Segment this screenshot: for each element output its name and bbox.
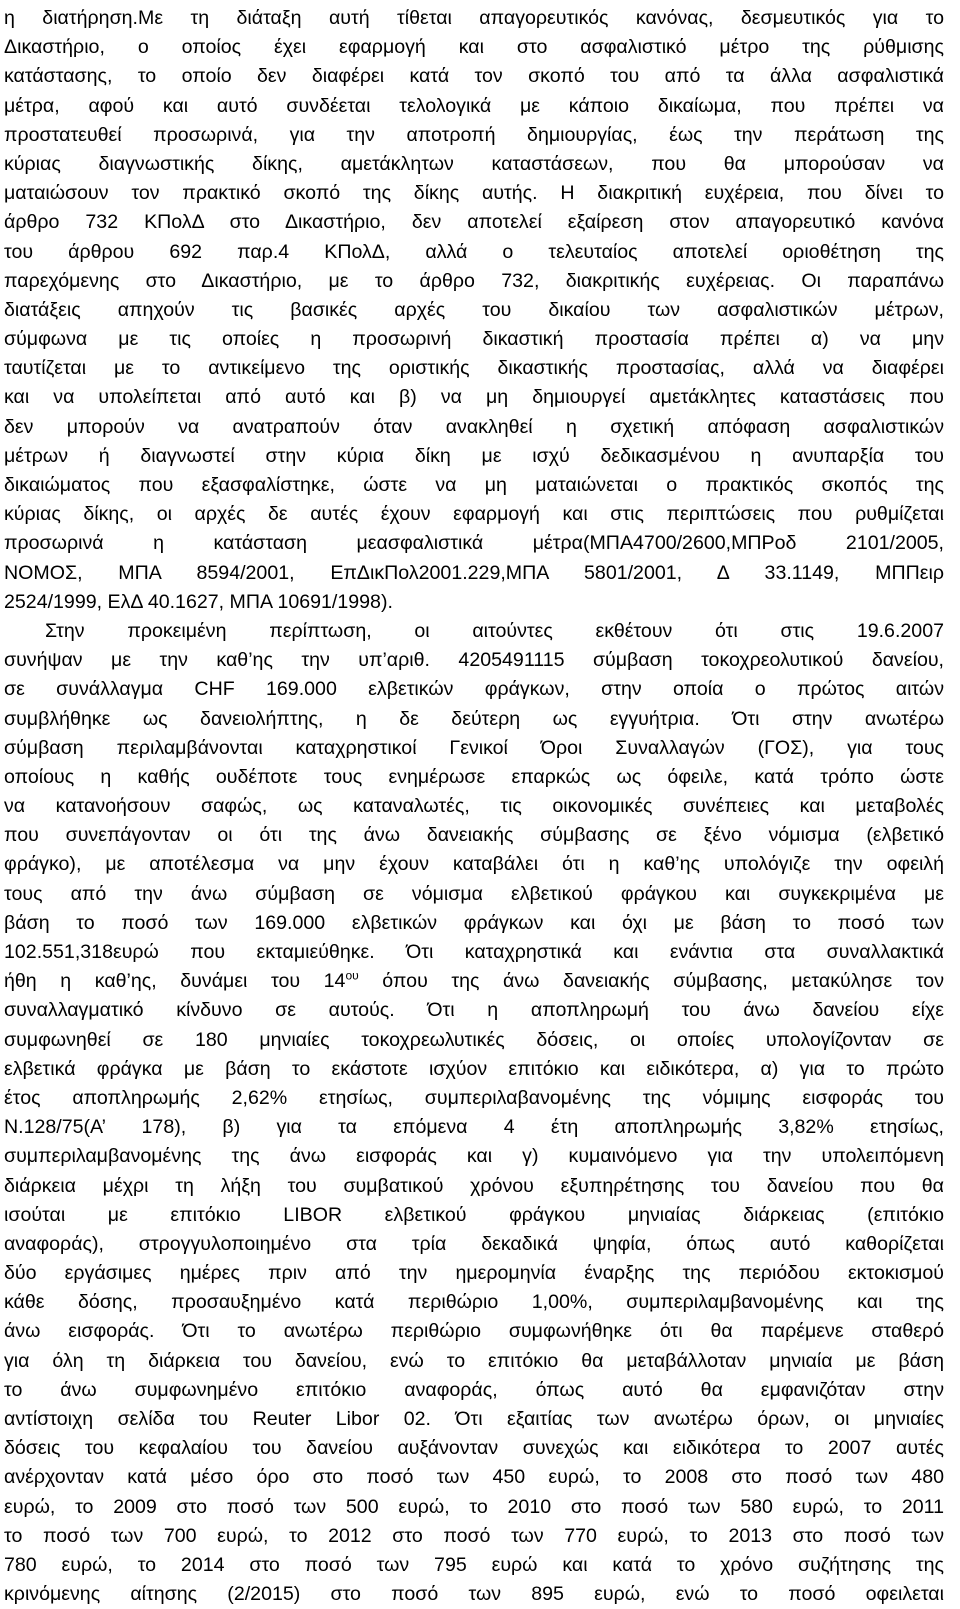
document-line: Στην προκειμένη περίπτωση, οι αιτούντες εκθέτουν ότι στις 19.6.2007 xyxy=(45,619,944,642)
document-line: φράγκο), με αποτέλεσμα να μην έχουν καταβάλει ότι η καθ’ης υπολόγιζε την οφειλή xyxy=(4,853,944,876)
document-line: ΝΟΜΟΣ, ΜΠΑ 8594/2001, ΕπΔικΠολ2001.229,ΜΠΑ 5801/2001, Δ 33.1149, ΜΠΠειρ xyxy=(4,561,944,584)
document-line: άρθρο 732 ΚΠολΔ στο Δικαστήριο, δεν αποτελεί εξαίρεση στον απαγορευτικό κανόνα xyxy=(4,211,944,234)
document-line: παρεχόμενης στο Δικαστήριο, με το άρθρο 732, διακριτικής ευχέρειας. Οι παραπάνω xyxy=(4,269,944,292)
document-line: ανέρχονταν κατά μέσο όρο στο ποσό των 450 ευρώ, το 2008 στο ποσό των 480 xyxy=(4,1466,944,1489)
document-line: διατάξεις απηχούν τις βασικές αρχές του δικαίου των ασφαλιστικών μέτρων, xyxy=(4,298,944,321)
document-line: προσωρινά η κατάσταση μεασφαλιστικά μέτρα(ΜΠΑ4700/2600,ΜΠΡοδ 2101/2005, xyxy=(4,532,944,555)
document-line: και να υπολείπεται από αυτό και β) να μη δημιουργεί αμετάκλητες καταστάσεις που xyxy=(4,386,944,409)
document-line: δεν μπορούν να ανατραπούν όταν ανακληθεί η σχετική απόφαση ασφαλιστικών xyxy=(4,415,944,438)
document-line: σύμβαση περιλαμβάνονται καταχρηστικοί Γενικοί Όροι Συναλλαγών (ΓΟΣ), για τους xyxy=(4,736,944,759)
document-line: έτος αποπληρωμής 2,62% ετησίως, συμπεριλαβανομένης της νόμιμης εισφοράς του xyxy=(4,1086,944,1109)
document-line: ελβετικά φράγκα με βάση το εκάστοτε ισχύον επιτόκιο και ειδικότερα, α) για το πρώτο xyxy=(4,1057,944,1080)
document-line: τους από την άνω σύμβαση σε νόμισμα ελβετικού φράγκου και συγκεκριμένα με xyxy=(4,882,944,905)
document-line: κάθε δόσης, προσαυξημένο κατά περιθώριο 1,00%, συμπεριλαμβανομένης και της xyxy=(4,1291,944,1314)
document-line: ματαιώσουν τον πρακτικό σκοπό της δίκης αυτής. Η διακριτική ευχέρεια, που δίνει το xyxy=(4,182,944,205)
document-line: Ν.128/75(Α’ 178), β) για τα επόμενα 4 έτη αποπληρωμής 3,82% ετησίως, xyxy=(4,1116,944,1139)
superscript: ου xyxy=(345,968,359,983)
document-line: ισούται με επιτόκιο LIBOR ελβετικού φράγκου μηνιαίας διάρκειας (επιτόκιο xyxy=(4,1203,944,1226)
document-line: συμφωνηθεί σε 180 μηνιαίες τοκοχρεωλυτικές δόσεις, οι οποίες υπολογίζονταν σε xyxy=(4,1028,944,1051)
document-line: Δικαστήριο, ο οποίος έχει εφαρμογή και στο ασφαλιστικό μέτρο της ρύθμισης xyxy=(4,36,944,59)
document-line xyxy=(4,967,944,996)
document-line: δικαιώματος που εξασφαλίστηκε, ώστε να μη ματαιώνεται ο πρακτικός σκοπός της xyxy=(4,474,944,496)
document-line: που συνεπάγονταν οι ότι της άνω δανειακής σύμβασης σε ξένο νόμισμα (ελβετικό xyxy=(4,824,944,847)
document-line: ευρώ, το 2009 στο ποσό των 500 ευρώ, το 2010 στο ποσό των 580 ευρώ, το 2011 xyxy=(4,1495,944,1518)
document-line: συνήψαν με την καθ’ης την υπ’αριθ. 4205491115 σύμβαση τοκοχρεολυτικού δανείου, xyxy=(4,649,944,672)
document-line: του άρθρου 692 παρ.4 ΚΠολΔ, αλλά ο τελευταίος αποτελεί οριοθέτηση της xyxy=(4,240,944,263)
document-line: σε συνάλλαγμα CHF 169.000 ελβετικών φράγκων, στην οποία ο πρώτος αιτών xyxy=(4,678,944,701)
document-line: 780 ευρώ, το 2014 στο ποσό των 795 ευρώ και κατά το χρόνο συζήτησης της xyxy=(4,1553,944,1576)
document-line: 2524/1999, ΕλΔ 40.1627, ΜΠΑ 10691/1998). xyxy=(4,590,393,613)
line-text: ήθη η καθ’ης, δυνάμει του 14 xyxy=(4,970,346,993)
document-line: προστατευθεί προσωρινά, για την αποτροπή δημιουργίας, έως την περάτωση της xyxy=(4,123,944,146)
document-line: αντίστοιχη σελίδα του Reuter Libor 02. Ότι εξαιτίας των ανωτέρω όρων, οι μηνιαίες xyxy=(4,1408,944,1430)
document-line: δόσεις του κεφαλαίου του δανείου αυξάνονταν συνεχώς και ειδικότερα το 2007 αυτές xyxy=(4,1437,944,1460)
document-line: μέτρων ή διαγνωστεί στην κύρια δίκη με ισχύ δεδικασμένου η ανυπαρξία του xyxy=(4,444,944,467)
document-line: το άνω συμφωνημένο επιτόκιο αναφοράς, όπως αυτό θα εμφανιζόταν στην xyxy=(4,1378,944,1401)
document-line: μέτρα, αφού και αυτό συνδέεται τελολογικά με κάποιο δικαίωμα, που πρέπει να xyxy=(4,94,944,117)
document-line: κύριας δίκης, οι αρχές δε αυτές έχουν εφαρμογή και στις περιπτώσεις που ρυθμίζεται xyxy=(4,503,944,526)
document-line: κατάστασης, το οποίο δεν διαφέρει κατά τον σκοπό του από τα άλλα ασφαλιστικά xyxy=(4,65,944,88)
document-line: οποίους η καθής ουδέποτε τους ενημέρωσε επαρκώς ως όφειλε, κατά τρόπο ώστε xyxy=(4,765,944,788)
document-line: συμβλήθηκε ως δανειολήπτης, η δε δεύτερη ως εγγυήτρια. Ότι στην ανωτέρω xyxy=(4,707,944,730)
document-line: αναφοράς), στρογγυλοποιημένο στα τρία δεκαδικά ψηφία, όπως αυτό καθορίζεται xyxy=(4,1232,944,1255)
document-line: συναλλαγματικό κίνδυνο σε αυτούς. Ότι η αποπληρωμή του άνω δανείου είχε xyxy=(4,999,944,1022)
document-line: διάρκεια μέχρι τη λήξη του συμβατικού χρόνου εξυπηρέτησης του δανείου που θα xyxy=(4,1174,944,1197)
document-line: συμπεριλαμβανομένης της άνω εισφοράς και γ) κυμαινόμενο για την υπολειπόμενη xyxy=(4,1145,944,1168)
document-line: σύμφωνα με τις οποίες η προσωρινή δικαστική προστασία πρέπει α) να μην xyxy=(4,328,944,351)
document-line: 102.551,318ευρώ που εκταμιεύθηκε. Ότι καταχρηστικά και ενάντια στα συναλλακτικά xyxy=(4,941,944,963)
document-line: το ποσό των 700 ευρώ, το 2012 στο ποσό των 770 ευρώ, το 2013 στο ποσό των xyxy=(4,1524,944,1547)
document-line: για όλη τη διάρκεια του δανείου, ενώ το επιτόκιο θα μεταβάλλοταν μηνιαία με βάση xyxy=(4,1349,944,1372)
document-line: η διατήρηση.Με τη διάταξη αυτή τίθεται απαγορευτικός κανόνας, δεσμευτικός για το xyxy=(4,7,944,29)
document-line: άνω εισφοράς. Ότι το ανωτέρω περιθώριο συμφωνήθηκε ότι θα παρέμενε σταθερό xyxy=(4,1320,944,1343)
document-line: ταυτίζεται με το αντικείμενο της οριστικής δικαστικής προστασίας, αλλά να διαφέρει xyxy=(4,357,944,380)
document-page xyxy=(4,4,944,1609)
line-text-rest: όπου της άνω δανειακής σύμβασης, μετακύλησε τον xyxy=(358,970,944,993)
document-line: δύο εργάσιμες ημέρες πριν από την ημερομηνία έναρξης της περιόδου εκτοκισμού xyxy=(4,1262,944,1285)
document-line: κρινόμενης αίτησης (2/2015) στο ποσό των 895 ευρώ, ενώ το ποσό οφειλεται xyxy=(4,1583,944,1606)
document-line: βάση το ποσό των 169.000 ελβετικών φράγκων και όχι με βάση το ποσό των xyxy=(4,911,944,934)
document-line: να κατανοήσουν σαφώς, ως καταναλωτές, τις οικονομικές συνέπειες και μεταβολές xyxy=(4,795,944,818)
document-line: κύριας διαγνωστικής δίκης, αμετάκλητων καταστάσεων, που θα μπορούσαν να xyxy=(4,152,944,175)
